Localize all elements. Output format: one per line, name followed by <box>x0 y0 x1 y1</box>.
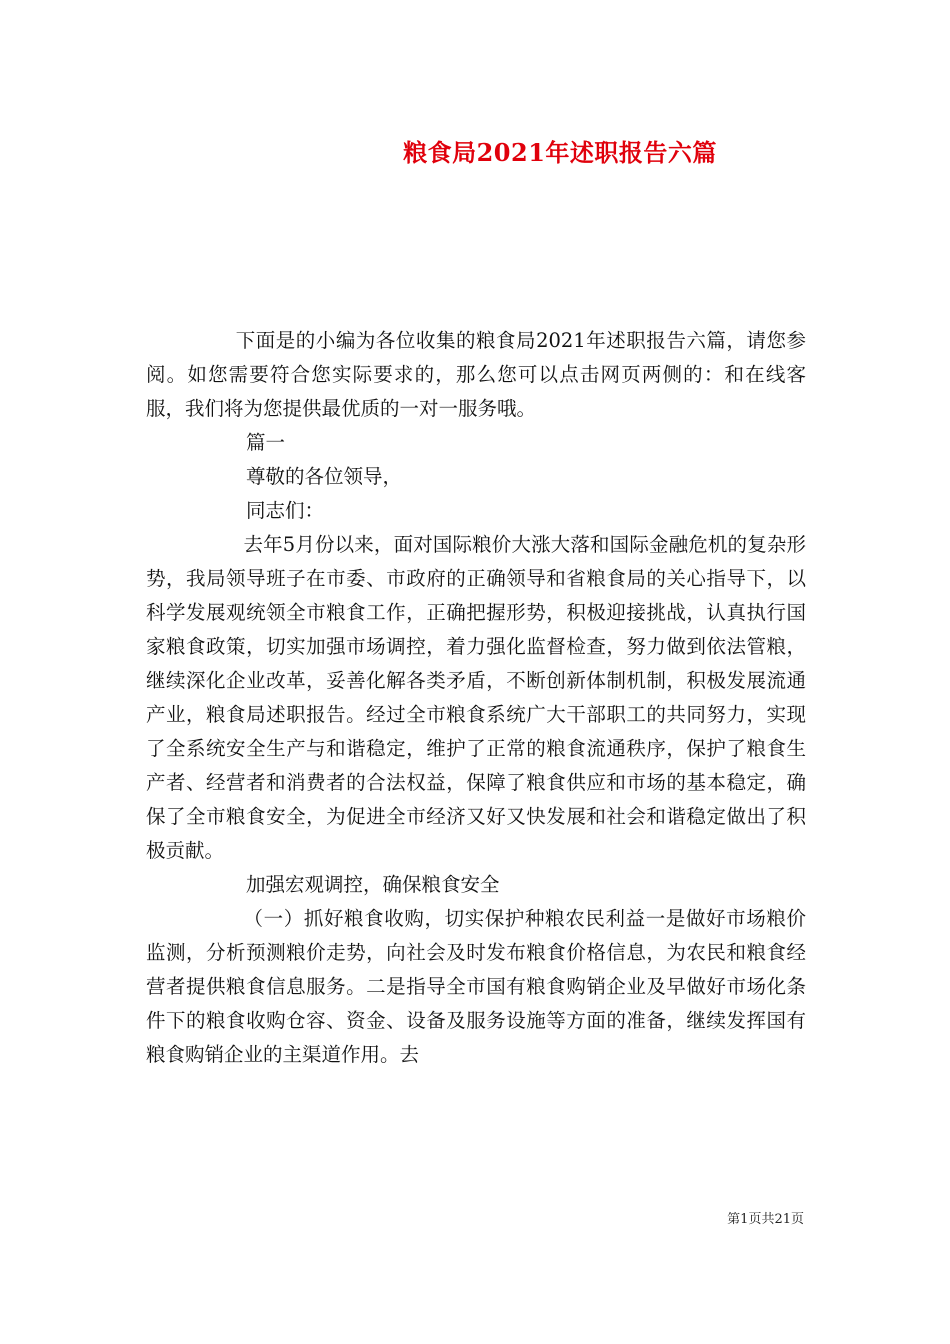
body-paragraph: （一）抓好粮食收购，切实保护种粮农民利益一是做好市场粮价监测，分析预测粮价走势，向社会及时发布粮食价格信息，为农民和粮食经营者提供粮食信息服务。二是指导全市国有粮食购销企业及早做好市场化条件下的粮食收购仓容、资金、设备及服务设施等方面的准备，继续发挥国有粮食购销企业的主渠道作用。去 <box>146 907 806 1066</box>
document-body <box>146 324 806 1072</box>
section-label: 篇一 <box>246 431 286 454</box>
document-title: 粮食局2021年述职报告六篇 <box>403 138 717 167</box>
salutation-comrades: 同志们： <box>246 499 325 522</box>
body-paragraph: 去年5月份以来，面对国际粮价大涨大落和国际金融危机的复杂形势，我局领导班子在市委、市政府的正确领导和省粮食局的关心指导下，以科学发展观统领全市粮食工作，正确把握形势，积极迎接挑战，认真执行国家粮食政策，切实加强市场调控，着力强化监督检查，努力做到依法管粮，继续深化企业改革，妥善化解各类矛盾，不断创新体制机制，积极发展流通产业，粮食局述职报告。经过全市粮食系统广大干部职工的共同努力，实现了全系统安全生产与和谐稳定，维护了正常的粮食流通秩序，保护了粮食生产者、经营者和消费者的合法权益，保障了粮食供应和市场的基本稳定，确保了全市粮食安全，为促进全市经济又好又快发展和社会和谐稳定做出了积极贡献。 <box>146 533 806 862</box>
intro-paragraph: 下面是的小编为各位收集的粮食局2021年述职报告六篇，请您参阅。如您需要符合您实际要求的，那么您可以点击网页两侧的：和在线客服，我们将为您提供最优质的一对一服务哦。 <box>146 329 806 420</box>
salutation: 尊敬的各位领导， <box>246 465 403 488</box>
page-number: 第1页共21页 <box>727 1212 804 1227</box>
section-heading: 加强宏观调控，确保粮食安全 <box>246 873 500 896</box>
